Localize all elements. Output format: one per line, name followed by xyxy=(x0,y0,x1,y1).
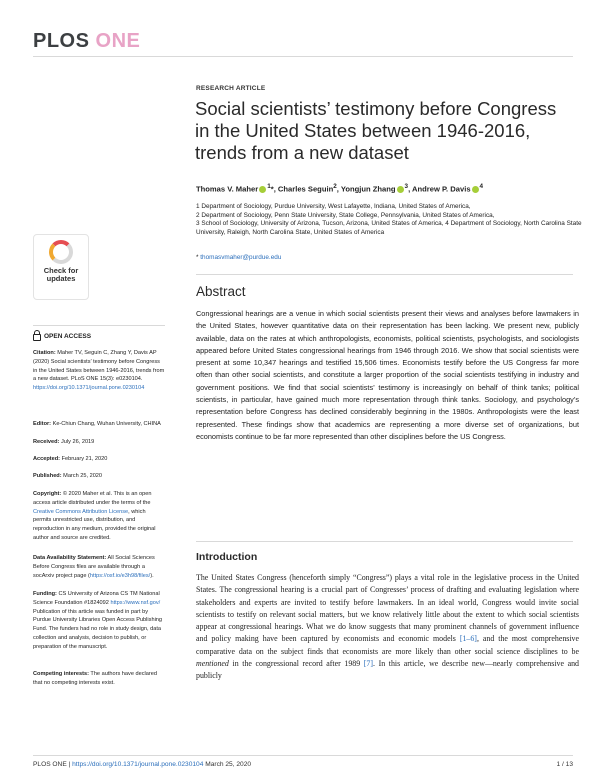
article-title: Social scientists’ testimony before Congress in the United States between 1946-2016, trends from a new dataset xyxy=(195,98,557,163)
author-name[interactable]: Yongjun Zhang xyxy=(340,184,396,194)
affiliation: 3 School of Sociology, University of Arizona, Tucson, Arizona, United States of America, 4 Department of Sociology, North Carolina State University, Raleigh, North Carolina State, United States of America xyxy=(196,220,582,236)
license-link[interactable]: Creative Commons Attribution License xyxy=(33,508,129,515)
correspondence: * thomasvmaher@purdue.edu xyxy=(196,254,282,261)
data-link[interactable]: https://osf.io/e3h98/files/ xyxy=(89,572,151,579)
abstract-divider xyxy=(196,274,573,275)
footer-divider xyxy=(33,755,573,756)
journal-logo: PLOS ONE xyxy=(33,30,141,52)
page-footer: PLOS ONE | https://doi.org/10.1371/journal.pone.0230104 March 25, 2020 1 / 13 xyxy=(33,761,573,768)
lock-icon xyxy=(33,334,41,341)
citation-block: Citation: Maher TV, Seguin C, Zhang Y, Davis AP (2020) Social scientists’ testimony before Congress in the United States between 1946-2016, trends from a new dataset. PLoS ONE 15(3): e0230104. https://doi.org/10.1371/journal.pone.0230104 xyxy=(33,350,165,392)
funding-link[interactable]: https://www.nsf.gov/ xyxy=(110,599,161,606)
accepted-block: Accepted: February 21, 2020 xyxy=(33,456,108,462)
copyright-block: Copyright: © 2020 Maher et al. This is an open access article distributed under the terms of the Creative Commons Attribution License, which permits unrestricted use, distribution, and reproduction in any medium, provided the original author and source are credited. xyxy=(33,491,156,541)
abstract-heading: Abstract xyxy=(196,284,246,299)
header-divider xyxy=(33,56,573,57)
page-number: 1 / 13 xyxy=(556,761,573,768)
intro-divider xyxy=(196,541,573,542)
orcid-icon[interactable] xyxy=(397,186,404,193)
affiliation: 1 Department of Sociology, Purdue University, West Lafayette, Indiana, United States of America, xyxy=(196,203,471,210)
article-type: RESEARCH ARTICLE xyxy=(196,85,266,92)
footer-journal: PLOS ONE xyxy=(33,761,67,768)
author-list: Thomas V. Maher $^1$*, Charles Seguin$^2$, Yongjun Zhang $^3$, Andrew P. Davis $^4$ xyxy=(196,183,484,194)
received-block: Received: July 26, 2019 xyxy=(33,439,95,445)
affiliations xyxy=(196,203,586,237)
author-name[interactable]: Charles Seguin xyxy=(277,184,334,194)
introduction-text: The United States Congress (henceforth simply “Congress”) plays a vital role in the legislative process in the United States. The congressional hearing is a crucial part of Congresses’ process of drafting and evaluating legislation where stakeholders and experts are invited to testify before lawmakers. In an ideal world, Congress would invite social scientists to testify on relevant social matters, but we know relatively little about the extent to which social scientists appear at congressional hearings. What we do know suggests that many prominent channels of government influence and policy making have been captured by economists and economic models [1–6], and the most comprehensive comparative data on the subject finds that economists are more likely than other social science disciplines to be mentioned in the congressional record after 1989 [7]. In this article, we describe new—nearly comprehensive and publicly xyxy=(196,573,579,681)
correspondence-email-link[interactable]: thomasvmaher@purdue.edu xyxy=(200,254,282,261)
citation-doi-link[interactable]: https://doi.org/10.1371/journal.pone.0230104 xyxy=(33,385,145,392)
competing-interests-block: Competing interests: The authors have declared that no competing interests exist. xyxy=(33,671,157,686)
published-block: Published: March 25, 2020 xyxy=(33,473,103,479)
author-name[interactable]: Thomas V. Maher xyxy=(196,184,259,194)
data-availability-block: Data Availability Statement: All Social Sciences Before Congress files are available through a socArxiv project page (https://osf.io/e3h98/files/). xyxy=(33,555,155,579)
update-icon xyxy=(49,240,73,264)
open-access-label: OPEN ACCESS xyxy=(33,333,91,340)
sidebar-divider xyxy=(33,325,165,326)
author-name[interactable]: Andrew P. Davis xyxy=(412,184,471,194)
citation-link[interactable]: [1–6] xyxy=(459,634,477,644)
abstract-text: Congressional hearings are a venue in which social scientists present their views and analyses before lawmakers in the United States, however quantitative data on their representation has been lacking. We present new, publicly available, data on the rates at which anthropologists, economists, political scientists, psychologists, and sociologists appeared before United States congressional hearings from 1946 through 2016. We show that social scientists were present at some 10,347 hearings and testified 15,506 times. Economists testify before the US Congress far more often than other social scientists, and constitute a larger proportion of the social scientists testifying in industry and government positions. We find that social scientists’ testimony is increasingly on behalf of think tanks; political scientists, in particular, have gained much more representation through think tanks. Sociology, and psychology’s representation before Congress has declined considerably beginning in the 1980s. Anthropologists were the least represented. These findings show that academics are representing a more diverse set of organizations, but economists continue to be far more represented than other disciplines before the US Congress. xyxy=(196,309,579,441)
editor-block: Editor: Ke-Chiun Chang, Wuhan University, CHINA xyxy=(33,421,161,427)
funding-block: Funding: CS University of Arizona CS TM National Science Foundation #1824092 https://www.nsf.gov/ Publication of this article was funded in part by Purdue University Libraries Open Access Publishing Fund. The funders had no role in study design, data collection and analysis, decision to publish, or preparation of the manuscript. xyxy=(33,591,163,650)
affiliation: 2 Department of Sociology, Penn State University, State College, Pennsylvania, United States of America, xyxy=(196,211,495,219)
footer-doi-link[interactable]: https://doi.org/10.1371/journal.pone.0230104 xyxy=(72,761,204,768)
orcid-icon[interactable] xyxy=(472,186,479,193)
introduction-heading: Introduction xyxy=(196,551,258,563)
citation-link[interactable]: [7] xyxy=(363,659,373,669)
orcid-icon[interactable] xyxy=(259,186,266,193)
check-for-updates-badge[interactable]: Check for updates xyxy=(33,234,89,300)
